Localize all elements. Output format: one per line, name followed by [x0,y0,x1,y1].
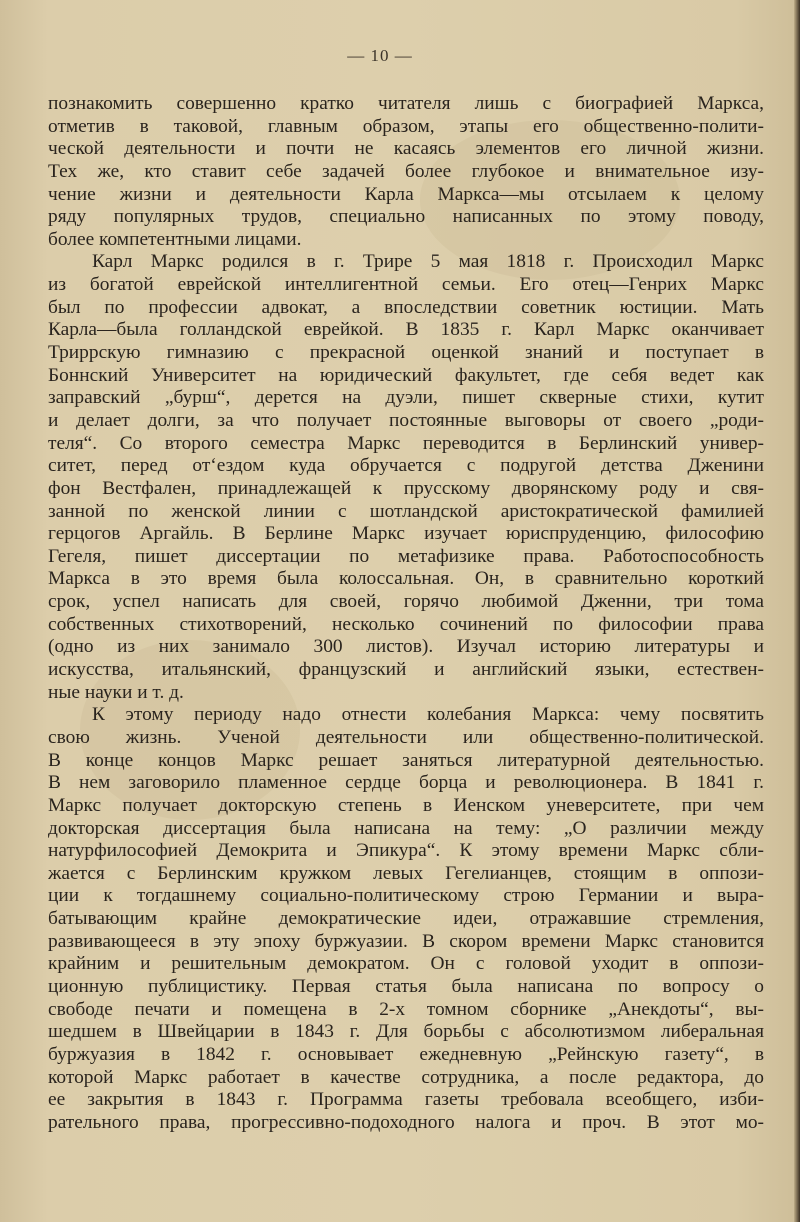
text-line: шедшем в Швейцарии в 1843 г. Для борьбы с абсолютизмом либеральная [48,1021,764,1043]
page-number: — 10 — [347,46,413,65]
text-line: занной по женской линии с шотландской аристократической фамилией [48,500,764,522]
text-line: ее закрытия в 1843 г. Программа газеты требовала всеобщего, изби- [48,1089,764,1111]
text-line: ционную публицистику. Первая статья была написана по вопросу о [48,975,764,997]
text-line: ные науки и т. д. [48,681,184,703]
text-line: Карл Маркс родился в г. Трире 5 мая 1818 г. Происходил Маркс [92,251,764,273]
text-line: собственных стихотворений, несколько сочинений по философии права [48,613,764,635]
text-line: из богатой еврейской интеллигентной семьи. Его отец—Генрих Маркс [48,274,764,296]
text-line: К этому периоду надо отнести колебания Маркса: чему посвятить [92,704,764,726]
text-line: В конце концов Маркс решает заняться литературной деятельностью. [48,749,764,771]
text-line: фон Вестфален, принадлежащей к прусскому дворянскому роду и свя- [48,477,764,499]
text-line: Маркс получает докторскую степень в Иенском уневерситете, при чем [48,794,764,816]
text-line: Карла—была голландской еврейкой. В 1835 г. Карл Маркс оканчивает [48,319,764,341]
text-line: Тех же, кто ставит себе задачей более глубокое и внимательное изу- [48,160,764,182]
text-line: батывающим крайне демократические идеи, отражавшие стремления, [48,908,764,930]
text-line: которой Маркс работает в качестве сотрудника, а после редактора, до [48,1066,764,1088]
text-line: ции к тогдашнему социально-политическому строю Германии и выра- [48,885,764,907]
text-line: ситет, перед от‘ездом куда обручается с подругой детства Дженини [48,455,764,477]
text-line: ряду популярных трудов, специально написанных по этому поводу, [48,206,764,228]
text-line: отметив в таковой, главным образом, этапы его общественно-полити- [48,115,764,137]
text-line: Боннский Университет на юридический факультет, где себя ведет как [48,364,764,386]
text-line: свою жизнь. Ученой деятельности или общественно-политической. [48,726,764,748]
text-line: срок, успел написать для своей, горячо любимой Дженни, три тома [48,591,764,613]
text-line: свободе печати и помещена в 2-х томном сборнике „Анекдоты“, вы- [48,998,764,1020]
text-line: искусства, итальянский, французский и английский языки, естествен- [48,659,764,681]
page-edge-shadow [794,0,800,1222]
text-line: чение жизни и деятельности Карла Маркса—мы отсылаем к целому [48,183,764,205]
text-line: буржуазия в 1842 г. основывает ежедневную „Рейнскую газету“, в [48,1043,764,1065]
text-line: более компетентными лицами. [48,228,302,250]
text-line: Гегеля, пишет диссертации по метафизике права. Работоспособность [48,545,764,567]
body-text [48,93,764,1134]
text-line: познакомить совершенно кратко читателя лишь с биографией Маркса, [48,93,764,114]
text-line: и делает долги, за что получает постоянные выговоры от своего „роди- [48,409,764,431]
text-line: В нем заговорило пламенное сердце борца и революционера. В 1841 г. [48,772,764,794]
text-line: докторская диссертация была написана на тему: „О различии между [48,817,764,839]
text-line: теля“. Со второго семестра Маркс переводится в Берлинский универ- [48,432,764,454]
text-line: (одно из них занимало 300 листов). Изучал историю литературы и [48,636,764,658]
text-line: Триррскую гимназию с прекрасной оценкой знаний и поступает в [48,342,764,364]
text-line: Маркса в это время была колоссальная. Он, в сравнительно короткий [48,568,764,590]
text-line: натурфилософией Демокрита и Эпикура“. К этому времени Маркс сбли- [48,840,764,862]
text-line: рательного права, прогрессивно-подоходного налога и проч. В этот мо- [48,1111,764,1133]
text-line: герцогов Аргайль. В Берлине Маркс изучает юриспруденцию, философию [48,523,764,545]
text-line: развивающееся в эту эпоху буржуазии. В скором времени Маркс становится [48,930,764,952]
text-line: крайним и решительным демократом. Он с головой уходит в оппози- [48,953,764,975]
text-line: был по профессии адвокат, а впоследствии советник юстиции. Мать [48,296,764,318]
text-line: жается с Берлинским кружком левых Гегелианцев, стоящим в оппози- [48,862,764,884]
text-line: ческой деятельности и почти не касаясь элементов его личной жизни. [48,138,764,160]
text-line: заправский „бурш“, дерется на дуэли, пишет скверные стихи, кутит [48,387,764,409]
